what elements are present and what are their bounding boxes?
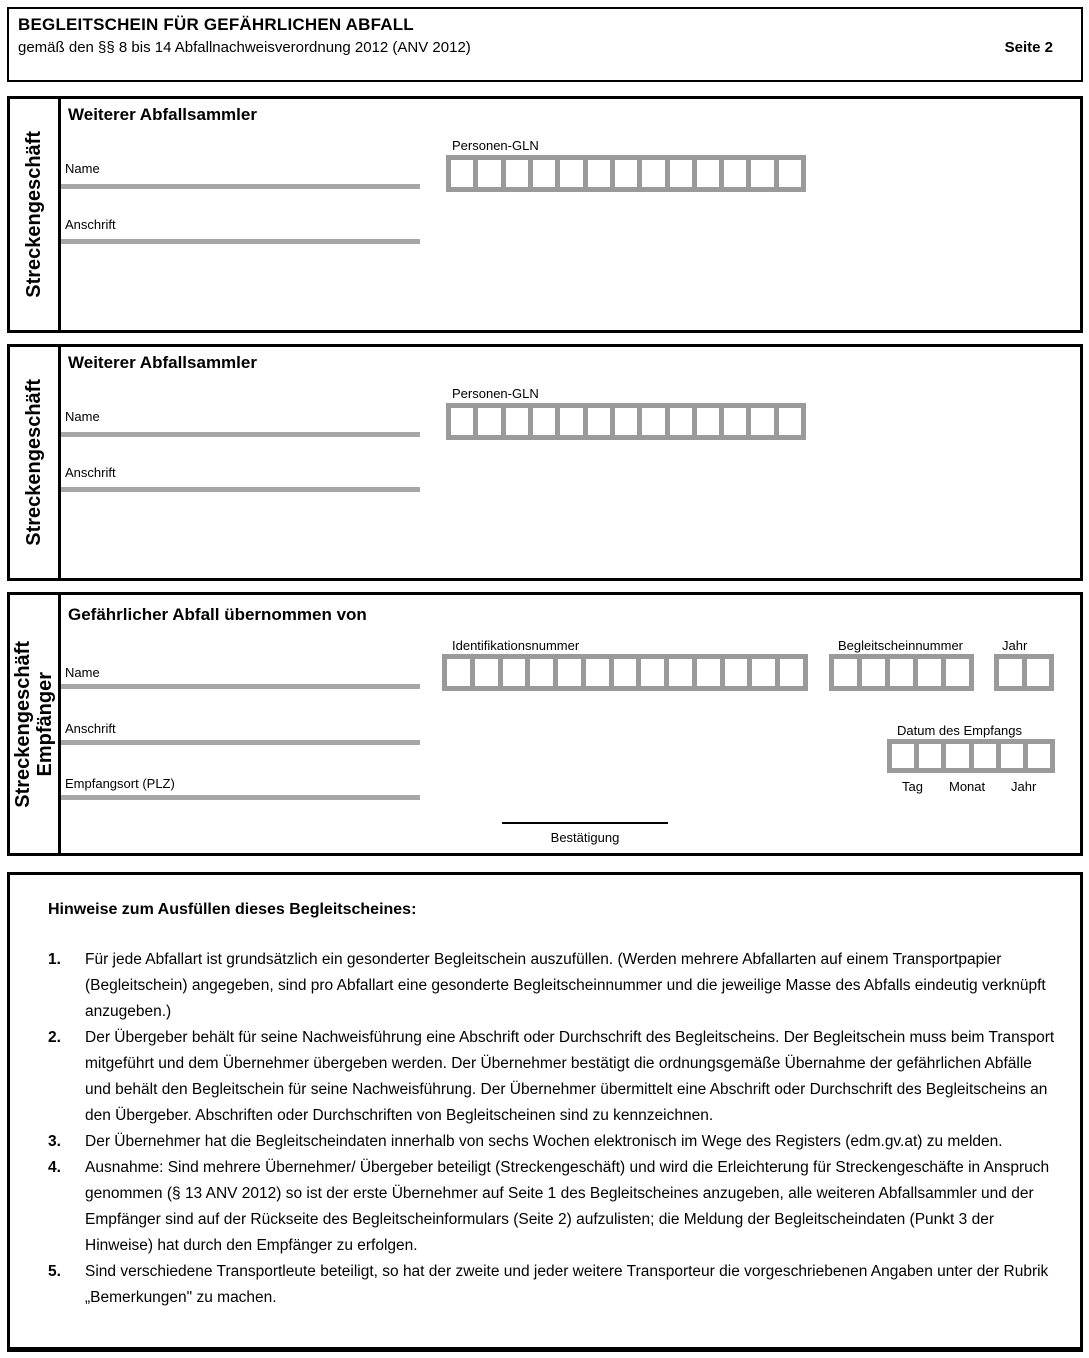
grid-cell[interactable] [506,408,528,435]
note-item [48,947,1062,1025]
grid-cell[interactable] [558,659,581,686]
grid-cell[interactable] [918,659,941,686]
grid-cell[interactable] [946,744,968,768]
address-label: Anschrift [65,465,116,480]
year-label: Jahr [1002,638,1028,653]
receipt-date-label: Datum des Empfangs [897,723,1023,738]
note-text: Ausnahme: Sind mehrere Übernehmer/ Übergeber beteiligt (Streckengeschäft) und wird die Erleichterung für Streckengeschäfte in Anspruch genommen (§ 13 ANV 2012) so ist der erste Übernehmer auf Seite 1 des Begleitscheines anzugeben, alle weiteren Abfallsammler und der Empfänger sind auf der Rückseite des Begleitscheinformulars (Seite 2) aufzulisten; die Meldung der Begleitscheindaten (Punkt 3 der Hinweise) hat durch den Empfänger zu erfolgen. [85,1159,1050,1254]
year-grid [994,654,1054,691]
note-text: Der Übergeber behält für seine Nachweisführung eine Abschrift oder Durchschrift des Begleitscheins. Der Begleitschein muss beim Transport mitgeführt und dem Übernehmer übergeben werden. Der Übernehmer bestätigt die ordnungsgemäße Übernahme der gefährlichen Abfälle und behält den Begleitschein für seine Nachweisführung. Der Übernehmer übermittelt eine Abschrift oder Durchschrift des Begleitscheins an den Übergeber. Abschriften oder Durchschriften von Begleitscheinen sind zu kennzeichnen. [85,1029,1055,1124]
section-receiver [7,592,1083,856]
grid-cell[interactable] [506,160,528,187]
grid-cell[interactable] [697,408,719,435]
grid-cell[interactable] [1001,744,1023,768]
section-receiver-content [61,595,1080,853]
grid-cell[interactable] [451,408,473,435]
grid-cell[interactable] [586,659,609,686]
form-header [7,7,1083,82]
name-field-line[interactable] [61,684,420,689]
personen-gln-grid [446,403,806,440]
sidebar-label-streckengeschaeft: Streckengeschäft [12,640,34,808]
grid-cell[interactable] [530,659,553,686]
grid-cell[interactable] [892,744,914,768]
grid-cell[interactable] [751,160,773,187]
address-label: Anschrift [65,217,116,232]
note-item [48,1025,1062,1129]
note-item [48,1155,1062,1259]
begleitschein-number-label: Begleitscheinnummer [838,638,964,653]
address-field-line[interactable] [61,239,420,244]
grid-cell[interactable] [588,408,610,435]
grid-cell[interactable] [974,744,996,768]
note-number: 5. [48,1263,61,1280]
grid-cell[interactable] [451,160,473,187]
id-number-label: Identifikationsnummer [452,638,580,653]
grid-cell[interactable] [751,408,773,435]
receipt-place-label: Empfangsort (PLZ) [65,776,175,791]
grid-cell[interactable] [834,659,857,686]
section-heading: Weiterer Abfallsammler [68,353,257,372]
sidebar-label-streckengeschaeft: Streckengeschäft [23,379,45,546]
grid-cell[interactable] [642,408,664,435]
grid-cell[interactable] [780,659,803,686]
grid-cell[interactable] [560,160,582,187]
grid-cell[interactable] [641,659,664,686]
page-number: Seite 2 [1004,39,1053,56]
note-text: Für jede Abfallart ist grundsätzlich ein gesonderter Begleitschein auszufüllen. (Werden mehrere Abfallarten auf einem Transportpapier (Begleitschein) angegeben, sind pro Abfallart eine gesonderte Begleitscheinnummer und die jeweilige Masse des Abfalls eindeutig verknüpft anzugeben.) [85,951,1046,1020]
grid-cell[interactable] [503,659,526,686]
grid-cell[interactable] [697,659,720,686]
grid-cell[interactable] [946,659,969,686]
form-title: BEGLEITSCHEIN FÜR GEFÄHRLICHEN ABFALL [18,15,414,34]
section-collector-2-content [61,347,1080,578]
year-sub-label: Jahr [1011,779,1037,794]
sidebar-collector-1 [10,99,61,330]
address-field-line[interactable] [61,740,420,745]
personen-gln-grid [446,155,806,192]
grid-cell[interactable] [919,744,941,768]
confirmation-label: Bestätigung [550,830,620,845]
grid-cell[interactable] [614,659,637,686]
sidebar-label-empfaenger: Empfänger [34,671,56,777]
personen-gln-label: Personen-GLN [452,386,539,401]
grid-cell[interactable] [615,408,637,435]
grid-cell[interactable] [478,160,500,187]
personen-gln-label: Personen-GLN [452,138,539,153]
grid-cell[interactable] [642,160,664,187]
grid-cell[interactable] [752,659,775,686]
note-number: 1. [48,951,61,968]
grid-cell[interactable] [1027,659,1050,686]
grid-cell[interactable] [475,659,498,686]
grid-cell[interactable] [890,659,913,686]
grid-cell[interactable] [533,408,555,435]
grid-cell[interactable] [725,659,748,686]
day-sub-label: Tag [902,779,923,794]
sidebar-label-streckengeschaeft: Streckengeschäft [23,131,45,298]
grid-cell[interactable] [670,160,692,187]
sidebar-collector-2 [10,347,61,578]
id-number-grid [442,654,808,691]
section-collector-1 [7,96,1083,333]
address-label: Anschrift [65,721,116,736]
grid-cell[interactable] [615,160,637,187]
grid-cell[interactable] [478,408,500,435]
grid-cell[interactable] [669,659,692,686]
confirmation-signature-line[interactable] [502,822,668,824]
grid-cell[interactable] [1028,744,1050,768]
section-collector-1-content [61,99,1080,330]
grid-cell[interactable] [588,160,610,187]
name-label: Name [65,161,100,176]
note-item [48,1129,1062,1155]
section-collector-2 [7,344,1083,581]
name-label: Name [65,409,100,424]
grid-cell[interactable] [724,160,746,187]
grid-cell[interactable] [862,659,885,686]
grid-cell[interactable] [697,160,719,187]
name-label: Name [65,665,100,680]
sidebar-receiver [10,595,61,853]
notes-section [7,872,1083,1352]
grid-cell[interactable] [447,659,470,686]
notes-heading: Hinweise zum Ausfüllen dieses Begleitscheines: [48,901,417,918]
note-text: Sind verschiedene Transportleute beteiligt, so hat der zweite und jeder weitere Transporteur die vorgeschriebenen Angaben unter der Rubrik „Bemerkungen" zu machen. [85,1263,1049,1306]
receipt-place-field-line[interactable] [61,795,420,800]
note-number: 4. [48,1159,61,1176]
form-subtitle: gemäß den §§ 8 bis 14 Abfallnachweisverordnung 2012 (ANV 2012) [18,39,471,56]
grid-cell[interactable] [670,408,692,435]
grid-cell[interactable] [779,408,801,435]
note-number: 2. [48,1029,61,1046]
begleitschein-number-grid [829,654,974,691]
grid-cell[interactable] [560,408,582,435]
receipt-date-grid [887,739,1055,773]
grid-cell[interactable] [999,659,1022,686]
note-item [48,1259,1062,1311]
name-field-line[interactable] [61,432,420,437]
note-number: 3. [48,1133,61,1150]
grid-cell[interactable] [533,160,555,187]
month-sub-label: Monat [949,779,986,794]
section-heading: Gefährlicher Abfall übernommen von [68,605,367,624]
grid-cell[interactable] [779,160,801,187]
name-field-line[interactable] [61,184,420,189]
section-heading: Weiterer Abfallsammler [68,105,257,124]
address-field-line[interactable] [61,487,420,492]
grid-cell[interactable] [724,408,746,435]
note-text: Der Übernehmer hat die Begleitscheindaten innerhalb von sechs Wochen elektronisch im Wege des Registers (edm.gv.at) zu melden. [85,1133,1003,1150]
